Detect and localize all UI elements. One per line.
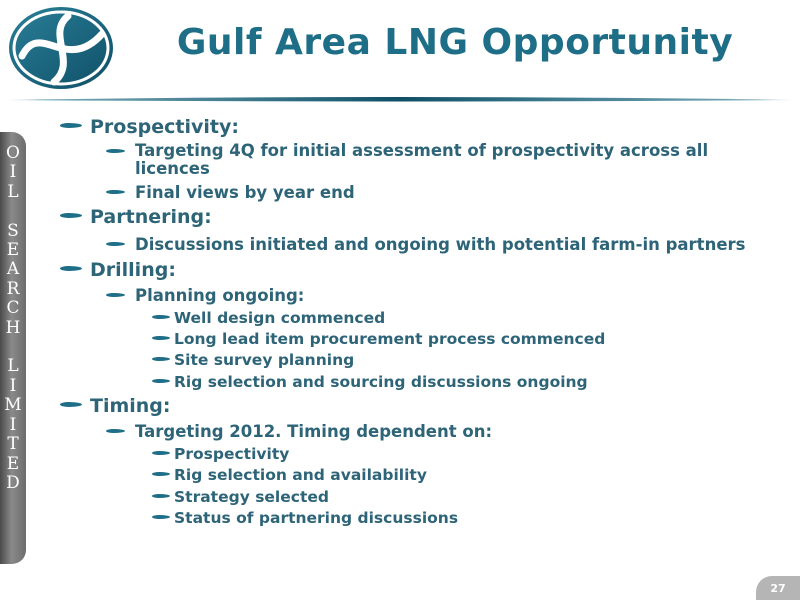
bullet-text: Long lead item procurement process commenced [174, 330, 606, 348]
company-name-vertical: O I L S E A R C H L I M I T E D [4, 143, 22, 493]
bullet-label: Drilling: [90, 259, 176, 281]
bullet-text: Rig selection and availability [174, 466, 427, 484]
bullet-dash-icon [106, 293, 125, 297]
bullet-dash-icon [106, 242, 125, 246]
bullet-dash-icon [152, 357, 170, 361]
bullet-text: Prospectivity [174, 445, 290, 463]
list-item [152, 466, 427, 484]
bullet-text: Planning ongoing: [135, 286, 305, 305]
bullet-dash-icon [152, 451, 170, 455]
bullet-dash-icon [152, 379, 170, 383]
bullet-dash-icon [152, 336, 170, 340]
list-item [106, 286, 304, 305]
bullet-text: Discussions initiated and ongoing with potential farm-in partners [135, 235, 746, 254]
bullet-text: Rig selection and sourcing discussions ongoing [174, 373, 588, 391]
bullet-text: Well design commenced [174, 309, 386, 327]
bullet-dash-icon [152, 494, 170, 498]
list-item [106, 422, 492, 441]
list-item [152, 509, 458, 527]
list-item [106, 142, 735, 178]
bullet-prospectivity [60, 116, 239, 138]
list-item [152, 373, 588, 391]
bullet-dash-icon [60, 213, 82, 218]
list-item [152, 309, 385, 327]
bullet-dash-icon [60, 123, 82, 128]
bullet-label: Prospectivity: [90, 116, 239, 138]
list-item [152, 330, 605, 348]
list-item [106, 235, 745, 254]
bullet-drilling [60, 259, 176, 281]
list-item [152, 488, 329, 506]
page-title: Gulf Area LNG Opportunity [176, 22, 734, 63]
bullet-dash-icon [152, 472, 170, 476]
list-item [152, 351, 354, 369]
bullet-dash-icon [152, 515, 170, 519]
bullet-text: Targeting 4Q for initial assessment of prospectivity across all licences [135, 141, 709, 178]
bullet-dash-icon [60, 402, 82, 407]
bullet-timing [60, 395, 171, 417]
bullet-dash-icon [106, 190, 125, 194]
bullet-dash-icon [106, 149, 125, 153]
list-item [152, 445, 289, 463]
bullet-label: Timing: [90, 395, 171, 417]
bullet-label: Partnering: [90, 206, 212, 228]
bullet-text: Strategy selected [174, 488, 329, 506]
bullet-partnering [60, 206, 212, 228]
bullet-text: Status of partnering discussions [174, 509, 459, 527]
bullet-dash-icon [60, 266, 82, 271]
bullet-dash-icon [106, 429, 125, 433]
bullet-text: Targeting 2012. Timing dependent on: [135, 422, 493, 441]
list-item [106, 183, 355, 202]
bullet-text: Site survey planning [174, 351, 355, 369]
bullet-text: Final views by year end [135, 183, 355, 202]
bullet-dash-icon [152, 315, 170, 319]
page-number: 27 [756, 576, 800, 600]
